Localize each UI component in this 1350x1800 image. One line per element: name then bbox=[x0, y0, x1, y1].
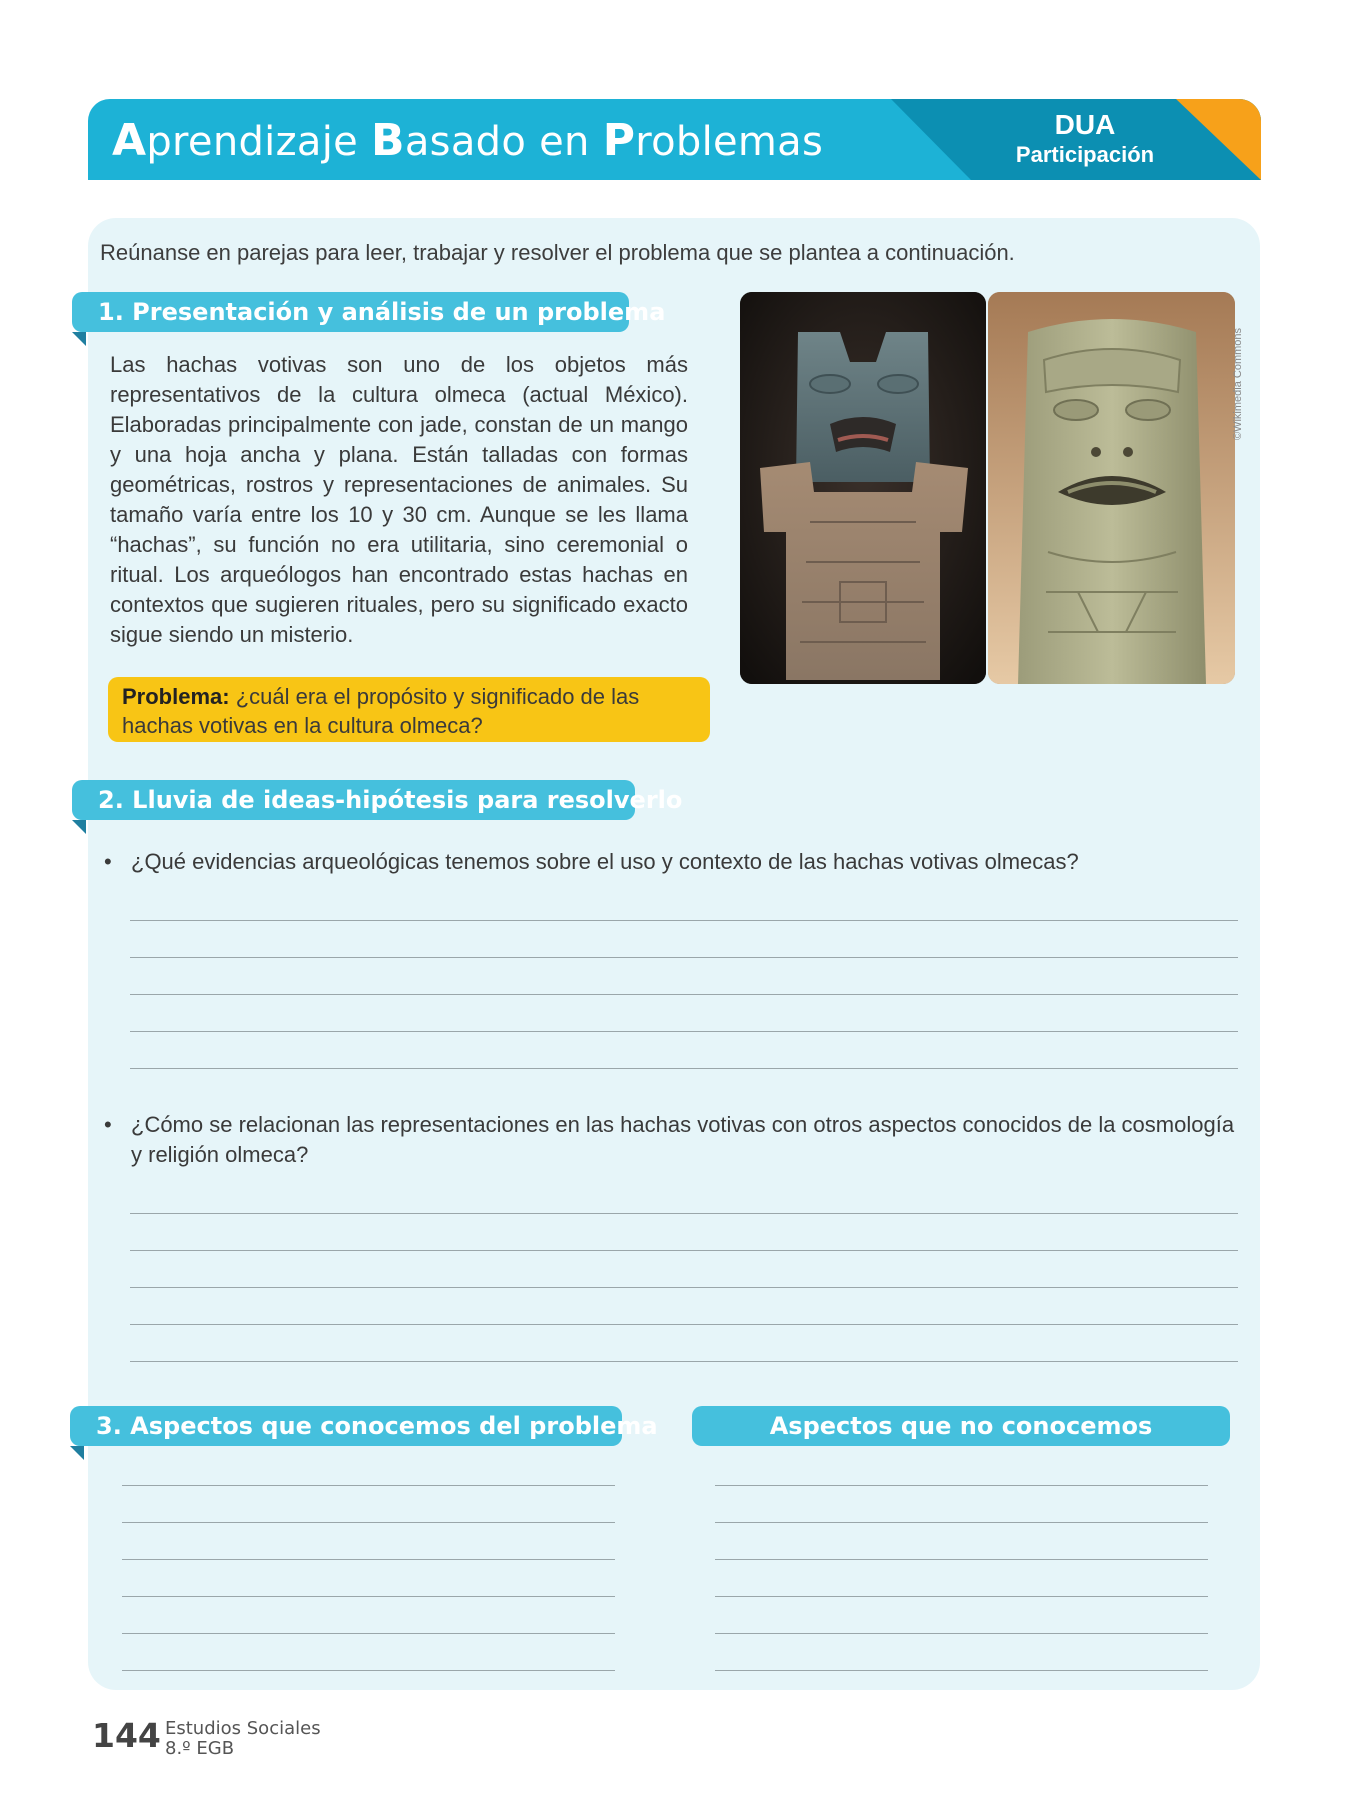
dua-title: DUA bbox=[1054, 109, 1116, 140]
votive-axe-illustration-2 bbox=[988, 292, 1235, 684]
intro-instruction: Reúnanse en parejas para leer, trabajar y resolver el problema que se plantea a continuación. bbox=[100, 240, 1015, 265]
section2-heading: 2. Lluvia de ideas-hipótesis para resolverlo bbox=[72, 780, 635, 820]
question-text: ¿Cómo se relacionan las representaciones en las hachas votivas con otros aspectos conocidos de la cosmología y religión olmeca? bbox=[131, 1112, 1235, 1167]
answer-line[interactable] bbox=[130, 1287, 1238, 1288]
answer-line[interactable] bbox=[130, 1031, 1238, 1032]
section3-heading: 3. Aspectos que conocemos del problema bbox=[70, 1406, 622, 1446]
unknown-aspects-line[interactable] bbox=[715, 1522, 1208, 1523]
answer-line[interactable] bbox=[130, 920, 1238, 921]
page-title bbox=[112, 115, 823, 166]
title-word: asado en bbox=[404, 119, 603, 165]
title-initial: B bbox=[371, 115, 405, 166]
unknown-aspects-line[interactable] bbox=[715, 1670, 1208, 1671]
question-item bbox=[104, 847, 1244, 879]
dua-subtitle: Participación bbox=[1015, 142, 1155, 167]
dua-badge bbox=[1000, 109, 1170, 169]
answer-line[interactable] bbox=[130, 994, 1238, 995]
unknown-aspects-line[interactable] bbox=[715, 1596, 1208, 1597]
bullet-icon: • bbox=[104, 1112, 112, 1137]
known-aspects-line[interactable] bbox=[122, 1633, 615, 1634]
votive-axe-illustration-1 bbox=[740, 292, 986, 684]
title-initial: A bbox=[112, 115, 147, 166]
question-item bbox=[104, 1110, 1244, 1172]
grade-label: 8.º EGB bbox=[165, 1738, 235, 1759]
known-aspects-line[interactable] bbox=[122, 1596, 615, 1597]
bullet-icon: • bbox=[104, 849, 112, 874]
answer-line[interactable] bbox=[130, 1250, 1238, 1251]
image-credit: ©Wikimedia Commons bbox=[1232, 327, 1244, 440]
title-word: roblemas bbox=[635, 119, 824, 165]
section1-heading: 1. Presentación y análisis de un problema bbox=[72, 292, 629, 332]
subject-name: Estudios Sociales bbox=[165, 1718, 321, 1739]
votive-axe-photo-1 bbox=[740, 292, 986, 684]
known-aspects-line[interactable] bbox=[122, 1522, 615, 1523]
answer-line[interactable] bbox=[130, 1361, 1238, 1362]
answer-line[interactable] bbox=[130, 1324, 1238, 1325]
unknown-aspects-line[interactable] bbox=[715, 1559, 1208, 1560]
footer-subject bbox=[165, 1719, 321, 1759]
answer-line[interactable] bbox=[130, 1213, 1238, 1214]
problem-text: ¿cuál era el propósito y significado de las hachas votivas en la cultura olmeca? bbox=[122, 684, 640, 738]
unknown-aspects-heading: Aspectos que no conocemos bbox=[692, 1406, 1230, 1446]
question-text: ¿Qué evidencias arqueológicas tenemos sobre el uso y contexto de las hachas votivas olmecas? bbox=[131, 849, 1079, 874]
section1-body-text: Las hachas votivas son uno de los objetos más representativos de la cultura olmeca (actual México). Elaboradas principalmente con jade, constan de un mango y una hoja ancha y plana. Están talladas con formas geométricas, rostros y representaciones de animales. Su tamaño varía entre los 10 y 30 cm. Aunque se les llama “hachas”, su función no era utilitaria, sino ceremonial o ritual. Los arqueólogos han encontrado estas hachas en contextos que sugieren rituales, pero su significado exacto sigue siendo un misterio. bbox=[110, 352, 688, 647]
known-aspects-line[interactable] bbox=[122, 1559, 615, 1560]
unknown-aspects-line[interactable] bbox=[715, 1485, 1208, 1486]
known-aspects-line[interactable] bbox=[122, 1485, 615, 1486]
problem-box bbox=[108, 677, 710, 742]
title-word: prendizaje bbox=[146, 119, 372, 165]
answer-line[interactable] bbox=[130, 1068, 1238, 1069]
answer-line[interactable] bbox=[130, 957, 1238, 958]
page-number: 144 bbox=[92, 1716, 161, 1755]
page-header-banner bbox=[88, 99, 1261, 180]
known-aspects-line[interactable] bbox=[122, 1670, 615, 1671]
title-initial: P bbox=[602, 115, 636, 166]
votive-axe-photo-2 bbox=[988, 292, 1235, 684]
problem-label: Problema: bbox=[122, 684, 230, 709]
unknown-aspects-line[interactable] bbox=[715, 1633, 1208, 1634]
